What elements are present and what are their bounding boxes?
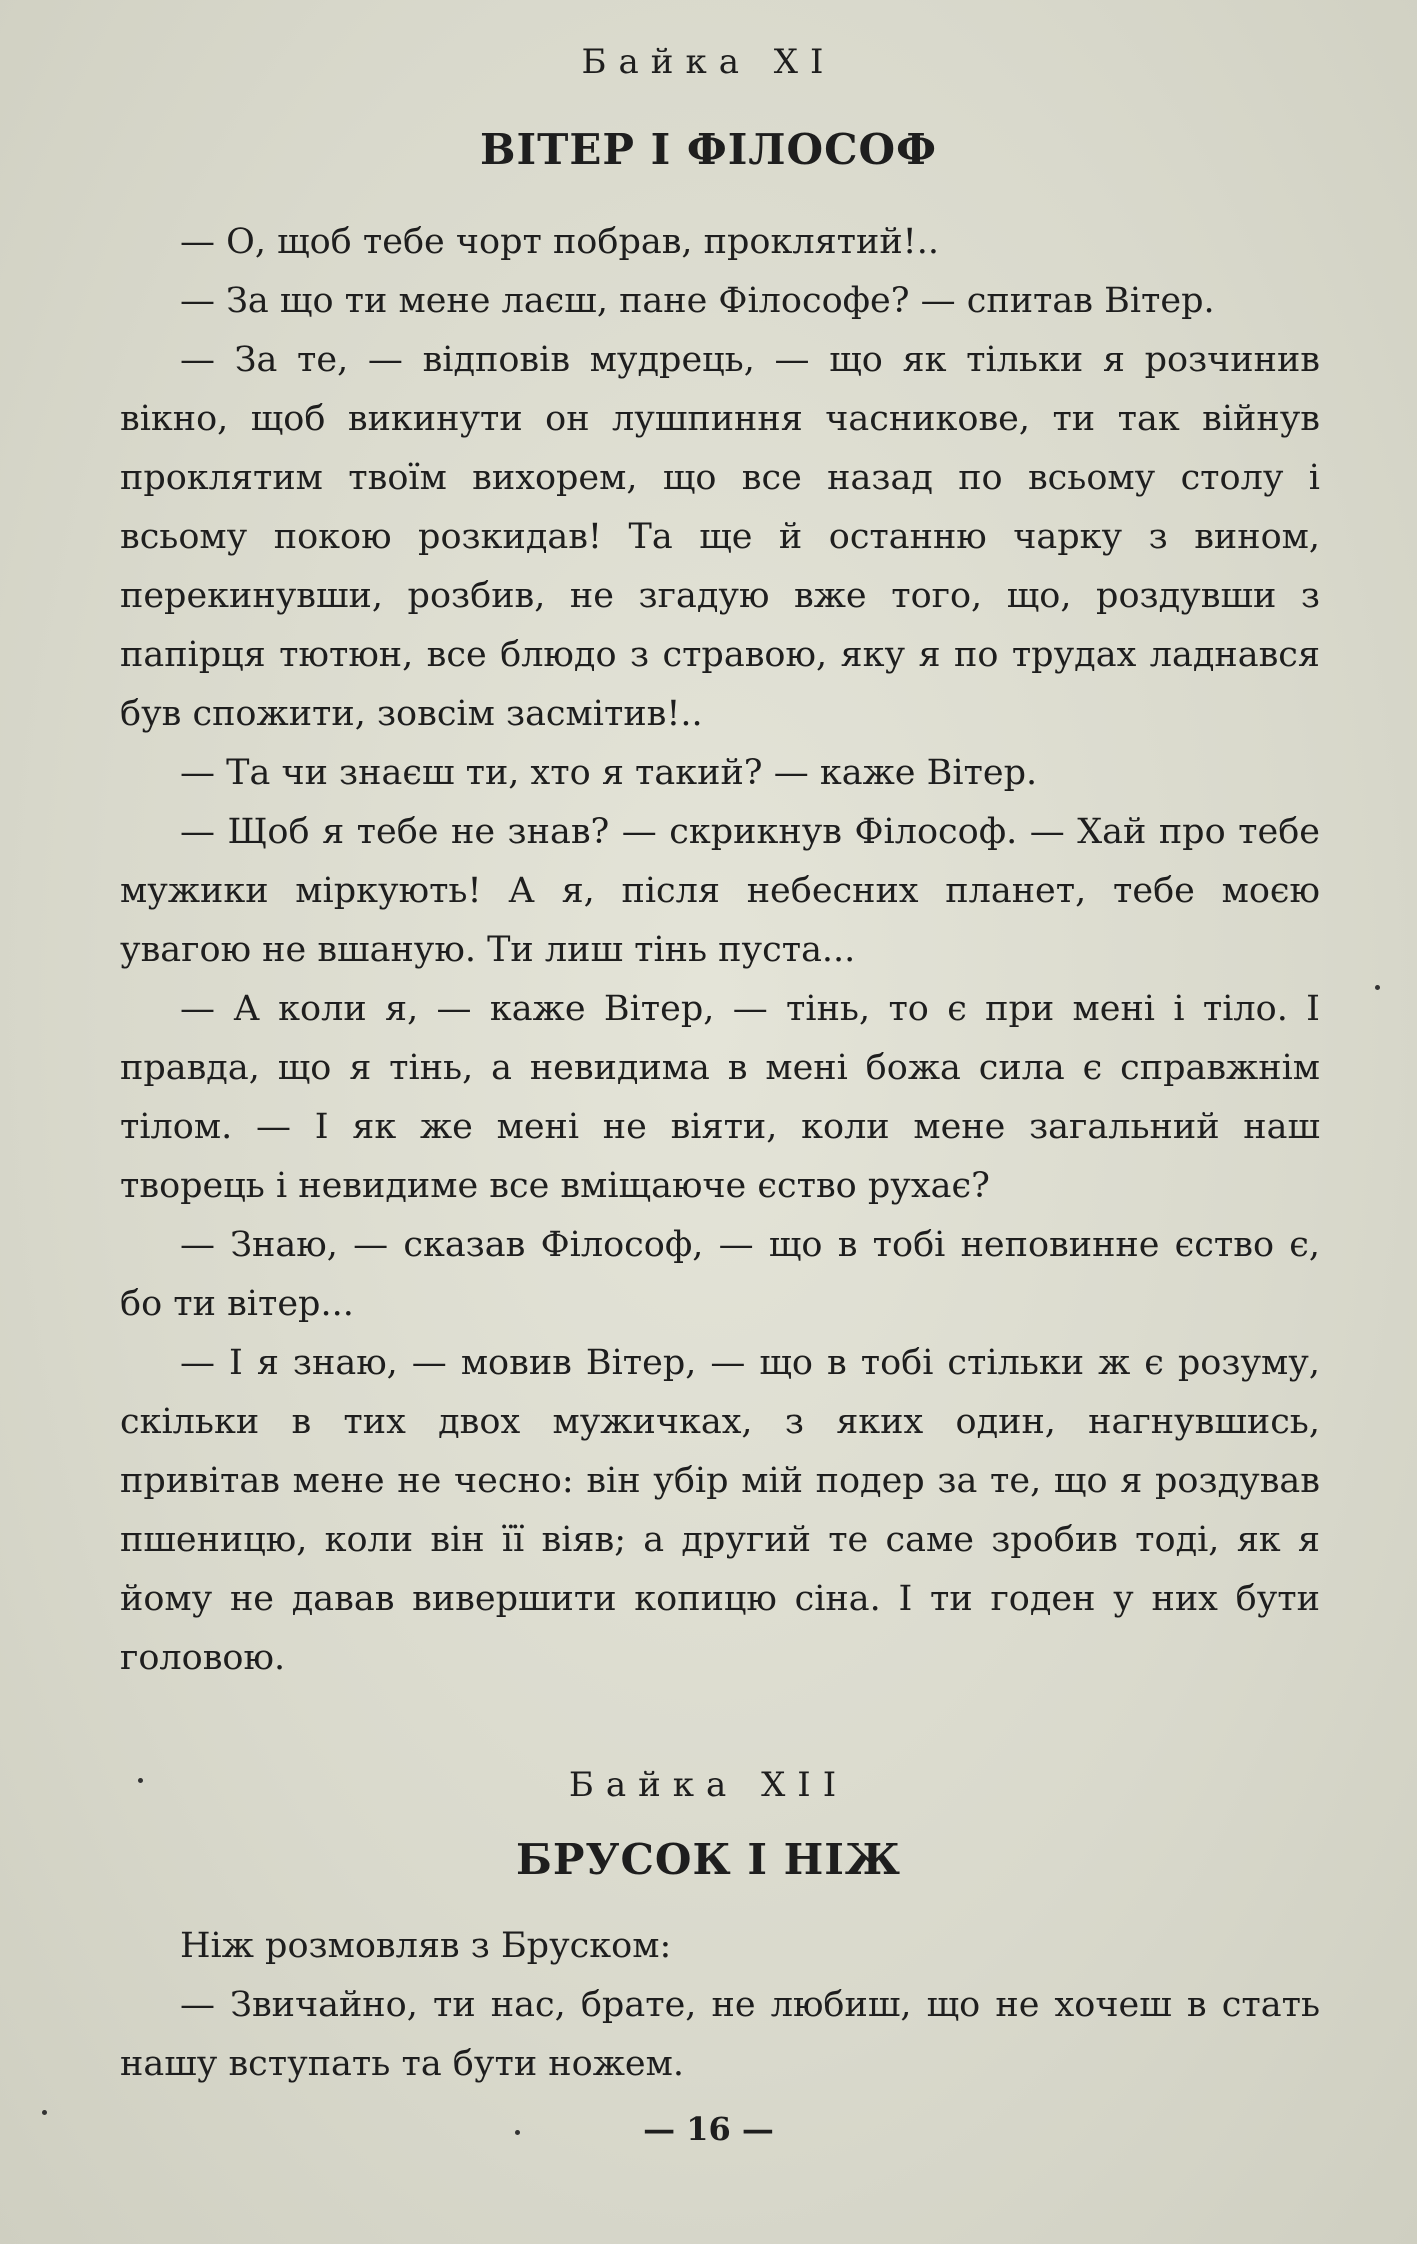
paper-speck [138,1778,143,1783]
paragraph: — О, щоб тебе чорт побрав, проклятий!.. [180,222,939,262]
paragraph: — За те, — відповів мудрець, — що як тільки я розчинив вікно, щоб викинути он лушпиння часникове, ти так війнув проклятим твоїм вихорем, що все назад по всьому столу і всьому покою розкидав! Та ще й останню чарку з вином, перекинувши, розбив, не згадую вже того, що, роздувши з папірця тютюн, все блюдо з стравою, яку я по трудах ладнався був спожити, зовсім засмітив!.. [120,340,1320,734]
fable-11-title: ВІТЕР І ФІЛОСОФ [480,125,937,174]
fable-12-label: Байка XII [568,1765,849,1805]
paragraph: — Щоб я тебе не знав? — скрикнув Філософ. — Хай про тебе мужики міркують! А я, після небесних планет, тебе моєю увагою не вшаную. Ти лиш тінь пуста... [120,812,1320,970]
paragraph: — А коли я, — каже Вітер, — тінь, то є при мені і тіло. І правда, що я тінь, а невидима в мені божа сила є справжнім тілом. — І як же мені не віяти, коли мене загальний наш творець і невидиме все вміщаюче єство рухає? [120,989,1320,1206]
paragraph: — Та чи знаєш ти, хто я такий? — каже Вітер. [180,753,1038,793]
paper-speck [515,2130,520,2135]
page-number: — 16 — [643,2110,774,2148]
paper-speck [42,2110,47,2115]
paragraph: — І я знаю, — мовив Вітер, — що в тобі стільки ж є розуму, скільки в тих двох мужичках, з яких один, нагнувшись, привітав мене не чесно: він убір мій подер за те, що я роздував пшеницю, коли він її віяв; а другий те саме зробив тоді, як я йому не давав вивершити копицю сіна. І ти годен у них бути головою. [120,1343,1320,1678]
fable-12-title: БРУСОК І НІЖ [515,1835,902,1884]
paper-speck [1375,985,1380,990]
paragraph: Ніж розмовляв з Бруском: [180,1926,672,1966]
fable-11-label: Байка XI [581,42,836,82]
paragraph: — Звичайно, ти нас, брате, не любиш, що не хочеш в стать нашу вступать та бути ножем. [120,1985,1320,2084]
fable-12-text [120,1917,1320,2094]
paragraph: — Знаю, — сказав Філософ, — що в тобі неповинне єство є, бо ти вітер... [120,1225,1320,1324]
fable-11-text [120,213,1320,1688]
paragraph: — За що ти мене лаєш, пане Філософе? — спитав Вітер. [180,281,1215,321]
